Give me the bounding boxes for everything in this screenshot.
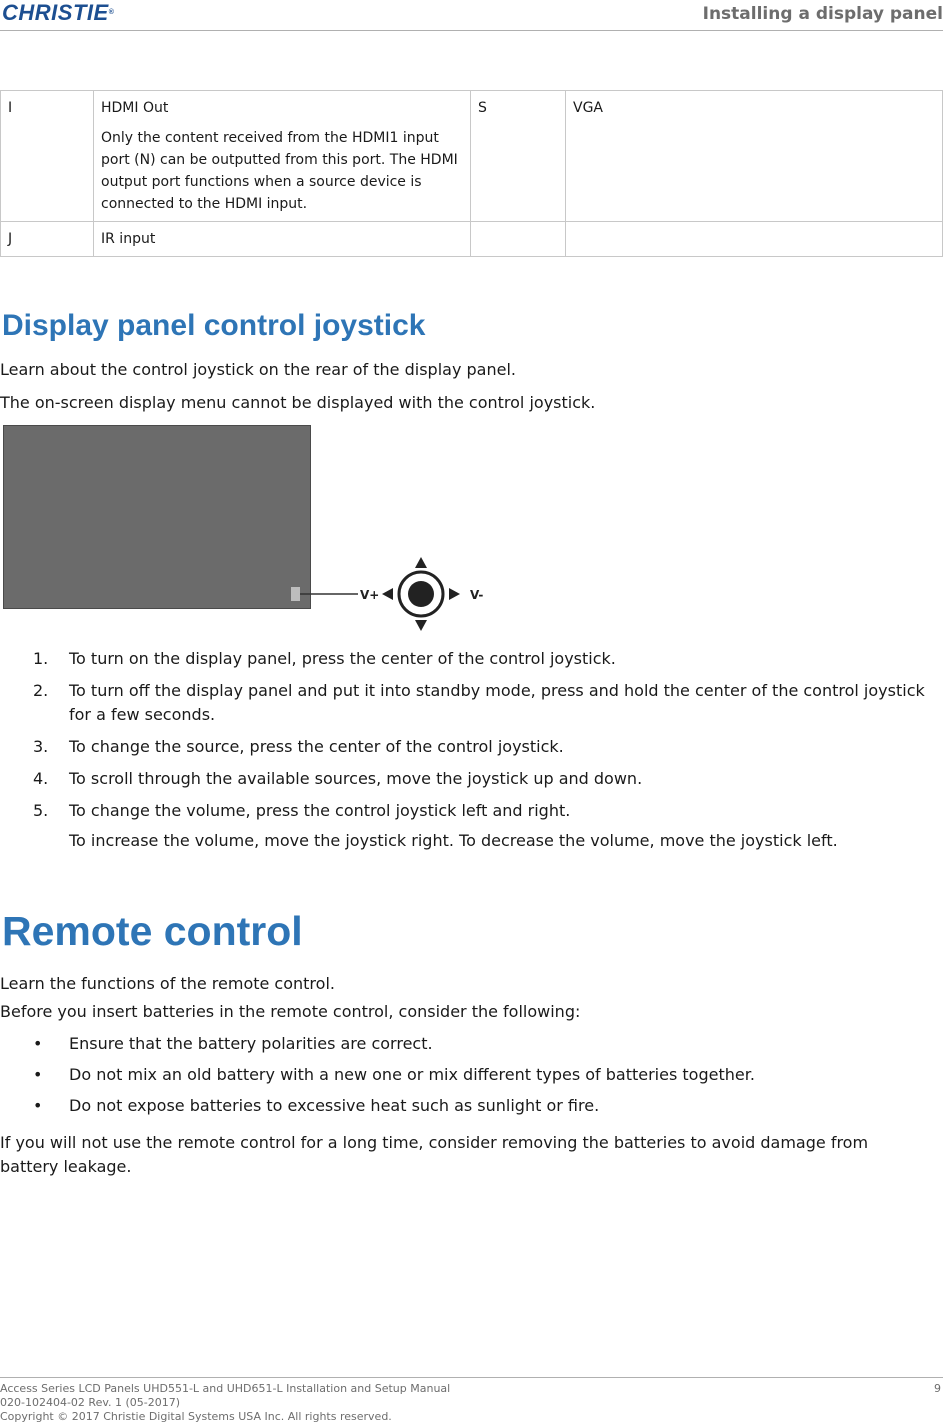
joystick-figure — [3, 425, 493, 635]
table-row — [1, 222, 943, 257]
joystick-heading: Display panel control joystick — [2, 309, 426, 342]
step-number: 3. — [33, 737, 49, 756]
bullet-icon: • — [33, 1096, 43, 1115]
port-key-cell: S — [471, 91, 566, 222]
list-item — [0, 735, 930, 759]
step-text: To change the volume, press the control joystick left and right. — [69, 801, 571, 820]
list-item — [0, 1063, 930, 1087]
arrow-up-icon — [415, 557, 427, 568]
step-number: 5. — [33, 801, 49, 820]
remote-heading: Remote control — [2, 908, 303, 954]
battery-precautions-list — [0, 1032, 930, 1125]
list-item — [0, 1094, 930, 1118]
list-item — [0, 799, 930, 853]
port-key-cell: I — [1, 91, 94, 222]
table-row — [1, 91, 943, 222]
bullet-icon: • — [33, 1034, 43, 1053]
port-desc-cell: VGA — [566, 91, 943, 222]
step-text: To turn off the display panel and put it into standby mode, press and hold the center of the control joystick for a few seconds. — [69, 681, 925, 724]
step-text: To scroll through the available sources, move the joystick up and down. — [69, 769, 643, 788]
ports-table — [0, 90, 943, 257]
footer-manual-title: Access Series LCD Panels UHD551-L and UHD651-L Installation and Setup Manual — [0, 1382, 451, 1395]
bullet-text: Do not mix an old battery with a new one or mix different types of batteries together. — [69, 1065, 755, 1084]
port-title: HDMI Out — [101, 100, 169, 116]
remote-closing: If you will not use the remote control for a long time, consider removing the batteries to avoid damage from battery leakage. — [0, 1133, 869, 1176]
arrow-down-icon — [415, 620, 427, 631]
step-number: 4. — [33, 769, 49, 788]
remote-intro: Learn the functions of the remote control. — [0, 974, 335, 993]
step-number: 2. — [33, 681, 49, 700]
joystick-note: The on-screen display menu cannot be displayed with the control joystick. — [0, 393, 596, 412]
port-key-cell: J — [1, 222, 94, 257]
bullet-text: Ensure that the battery polarities are correct. — [69, 1034, 433, 1053]
footer-revision: 020-102404-02 Rev. 1 (05-2017) — [0, 1396, 181, 1409]
list-item — [0, 679, 930, 727]
joystick-diagram — [3, 425, 493, 635]
remote-before: Before you insert batteries in the remote control, consider the following: — [0, 1002, 581, 1021]
arrow-right-icon — [449, 588, 460, 600]
footer-divider — [0, 1377, 943, 1378]
volume-up-label: V+ — [360, 588, 380, 602]
page-header-title: Installing a display panel — [702, 4, 943, 24]
step-text: To turn on the display panel, press the center of the control joystick. — [69, 649, 616, 668]
header-divider — [0, 30, 943, 31]
step-number: 1. — [33, 649, 49, 668]
port-desc-cell — [94, 91, 471, 222]
list-item — [0, 767, 930, 791]
step-subtext: To increase the volume, move the joystick right. To decrease the volume, move the joystick left. — [69, 831, 838, 850]
port-key-cell — [471, 222, 566, 257]
joystick-steps-list — [0, 647, 930, 861]
port-description: Only the content received from the HDMI1 input port (N) can be outputted from this port. The HDMI output port functions when a source device is connected to the HDMI input. — [101, 130, 458, 212]
christie-logo: CHRISTIE® — [2, 0, 115, 25]
footer — [0, 1382, 450, 1424]
bullet-text: Do not expose batteries to excessive heat such as sunlight or fire. — [69, 1096, 600, 1115]
list-item — [0, 1032, 930, 1056]
joystick-center-icon — [408, 581, 434, 607]
footer-copyright: Copyright © 2017 Christie Digital Systems USA Inc. All rights reserved. — [0, 1410, 392, 1423]
port-desc-cell — [566, 222, 943, 257]
bullet-icon: • — [33, 1065, 43, 1084]
step-text: To change the source, press the center of the control joystick. — [69, 737, 564, 756]
arrow-left-icon — [382, 588, 393, 600]
port-desc-cell: IR input — [94, 222, 471, 257]
list-item — [0, 647, 930, 671]
volume-down-label: V- — [470, 588, 484, 602]
joystick-intro: Learn about the control joystick on the rear of the display panel. — [0, 360, 516, 379]
page-number: 9 — [934, 1382, 941, 1395]
